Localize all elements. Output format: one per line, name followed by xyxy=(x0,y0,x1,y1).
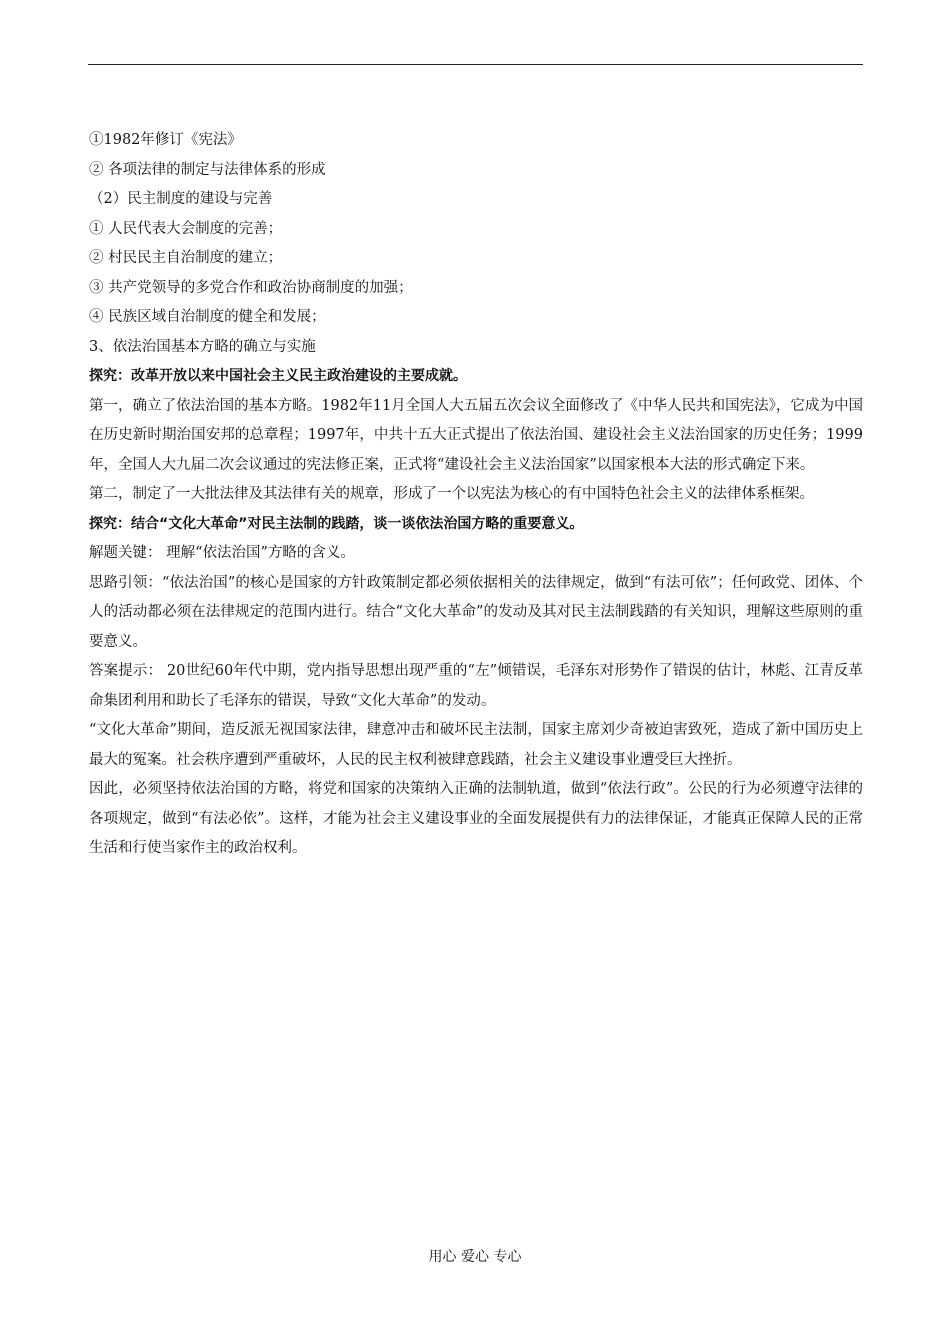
text-line: ③ 共产党领导的多党合作和政治协商制度的加强； xyxy=(89,279,413,296)
document-body xyxy=(89,126,863,864)
text-line: ①1982年修订《宪法》 xyxy=(89,132,242,148)
question-heading: 探究：改革开放以来中国社会主义民主政治建设的主要成就。 xyxy=(89,368,467,384)
text-line: （2）民主制度的建设与完善 xyxy=(89,191,273,207)
paragraph: 第一，确立了依法治国的基本方略。1982年11月全国人大五届五次会议全面修改了《中华人民共和国宪法》，它成为中国在历史新时期治国安邦的总章程；1997年，中共十五大正式提出了依法治国、建设社会主义法治国家的历史任务；1999年，全国人大九届二次会议通过的宪法修正案，正式将“建设社会主义法治国家”以国家根本大法的形式确定下来。 xyxy=(89,397,863,473)
text-line: ① 人民代表大会制度的完善； xyxy=(89,220,283,237)
guide-paragraph: 思路引领：“依法治国”的核心是国家的方针政策制定都必须依据相关的法律规定，做到“有法可依”；任何政党、团体、个人的活动都必须在法律规定的范围内进行。结合“文化大革命”的发动及其对民主法制践踏的有关知识，理解这些原则的重要意义。 xyxy=(89,574,863,650)
header-rule xyxy=(88,64,863,65)
paragraph: 因此，必须坚持依法治国的方略，将党和国家的决策纳入正确的法制轨道，做到“依法行政”。公民的行为必须遵守法律的各项规定，做到“有法必依”。这样，才能为社会主义建设事业的全面发展提供有力的法律保证，才能真正保障人民的正常生活和行使当家作主的政治权利。 xyxy=(89,781,863,856)
text-line: 3、依法治国基本方略的确立与实施 xyxy=(89,338,316,355)
answer-paragraph: 答案提示： 20世纪60年代中期，党内指导思想出现严重的“左”倾错误，毛泽东对形势作了错误的估计，林彪、江青反革命集团利用和助长了毛泽东的错误，导致“文化大革命”的发动。 xyxy=(89,663,863,709)
text-line: ② 各项法律的制定与法律体系的形成 xyxy=(89,161,326,178)
paragraph: “文化大革命”期间，造反派无视国家法律，肆意冲击和破坏民主法制，国家主席刘少奇被迫害致死，造成了新中国历史上最大的冤案。社会秩序遭到严重破坏，人民的民主权利被肆意践踏，社会主义建设事业遭受巨大挫折。 xyxy=(89,722,863,768)
paragraph: 第二，制定了一大批法律及其法律有关的规章，形成了一个以宪法为核心的有中国特色社会主义的法律体系框架。 xyxy=(89,486,814,502)
page-footer: 用心 爱心 专心 xyxy=(428,1249,522,1265)
text-line: ② 村民民主自治制度的建立； xyxy=(89,250,283,266)
key-point: 解题关键： 理解“依法治国”方略的含义。 xyxy=(89,545,355,561)
text-line: ④ 民族区域自治制度的健全和发展； xyxy=(89,309,326,325)
question-heading: 探究：结合“文化大革命”对民主法制的践踏，谈一谈依法治国方略的重要意义。 xyxy=(89,515,584,532)
